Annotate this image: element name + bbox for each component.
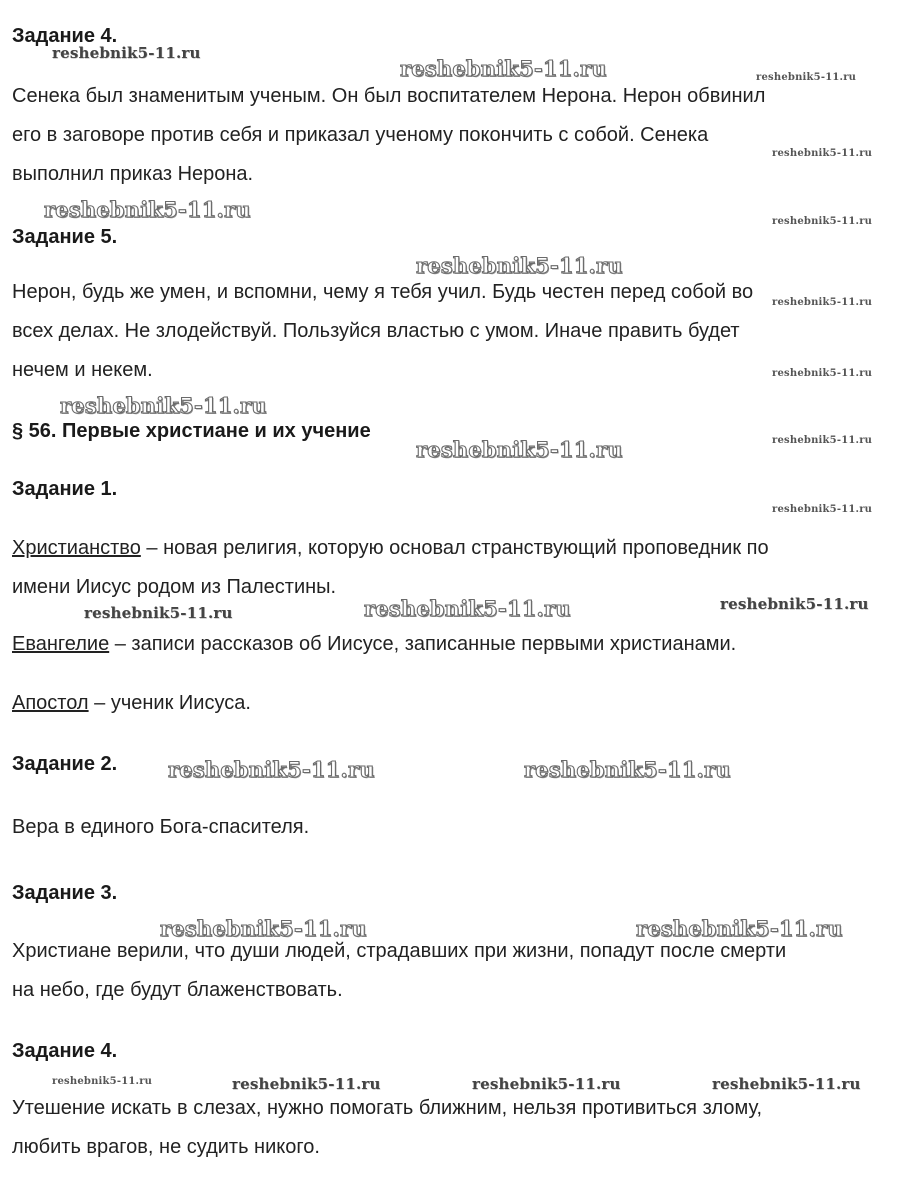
watermark: reshebnik5-11.ru [52,44,201,62]
text-line: нечем и некем. [12,359,153,381]
text-line: выполнил приказ Нерона. [12,163,254,185]
task3-text [12,932,902,1010]
text-line: всех делах. Не злодействуй. Пользуйся властью с умом. Иначе править будет [12,320,740,342]
task4-top-heading: Задание 4. [12,25,118,47]
task1-heading: Задание 1. [12,478,118,500]
watermark: reshebnik5-11.ru [400,56,607,81]
definition-text: – новая религия, которую основал странствующий проповедник по [140,537,769,559]
definition-gospel [12,625,902,664]
task4-bottom-heading: Задание 4. [12,1040,118,1062]
definition-text: – ученик Иисуса. [88,692,251,714]
watermark: reshebnik5-11.ru [416,437,623,462]
watermark: reshebnik5-11.ru [772,297,873,308]
text-line: Христиане верили, что души людей, страдавших при жизни, попадут после смерти [12,940,787,962]
text-line: Утешение искать в слезах, нужно помогать ближним, нельзя противиться злому, [12,1097,763,1119]
text-line: его в заговоре против себя и приказал ученому покончить с собой. Сенека [12,124,709,146]
watermark: reshebnik5-11.ru [772,435,873,446]
task2-heading: Задание 2. [12,753,118,775]
watermark: reshebnik5-11.ru [712,1075,861,1093]
text-line [12,625,902,664]
watermark: reshebnik5-11.ru [636,916,843,941]
watermark: reshebnik5-11.ru [472,1075,621,1093]
watermark: reshebnik5-11.ru [232,1075,381,1093]
watermark: reshebnik5-11.ru [772,148,873,159]
task4-bottom-text [12,1089,902,1167]
watermark: reshebnik5-11.ru [364,596,571,621]
watermark: reshebnik5-11.ru [720,595,869,613]
task5-text [12,273,902,390]
definition-christianity [12,529,902,607]
watermark: reshebnik5-11.ru [44,197,251,222]
text-line: имени Иисус родом из Палестины. [12,576,337,598]
text-line [12,529,902,568]
watermark: reshebnik5-11.ru [160,916,367,941]
text-line [12,684,902,723]
text-line: на небо, где будут блаженствовать. [12,979,343,1001]
definition-apostle [12,684,902,723]
watermark: reshebnik5-11.ru [84,604,233,622]
text-line: Сенека был знаменитым ученым. Он был воспитателем Нерона. Нерон обвинил [12,85,766,107]
watermark: reshebnik5-11.ru [60,393,267,418]
text-line: Вера в единого Бога-спасителя. [12,816,310,838]
watermark: reshebnik5-11.ru [772,368,873,379]
term-christianity: Христианство [12,537,141,559]
task2-text [12,808,902,847]
text-line: Нерон, будь же умен, и вспомни, чему я тебя учил. Будь честен перед собой во [12,281,754,303]
watermark: reshebnik5-11.ru [756,72,857,83]
watermark: reshebnik5-11.ru [168,757,375,782]
definition-text: – записи рассказов об Иисусе, записанные первыми христианами. [109,633,737,655]
paragraph-title: § 56. Первые христиане и их учение [12,420,371,442]
task3-heading: Задание 3. [12,882,118,904]
watermark: reshebnik5-11.ru [416,253,623,278]
text-line: любить врагов, не судить никого. [12,1136,320,1158]
task5-heading: Задание 5. [12,226,118,248]
task4-top-text [12,77,902,194]
term-gospel: Евангелие [12,633,110,655]
watermark: reshebnik5-11.ru [52,1076,153,1087]
term-apostle: Апостол [12,692,89,714]
watermark: reshebnik5-11.ru [524,757,731,782]
watermark: reshebnik5-11.ru [772,216,873,227]
watermark: reshebnik5-11.ru [772,504,873,515]
